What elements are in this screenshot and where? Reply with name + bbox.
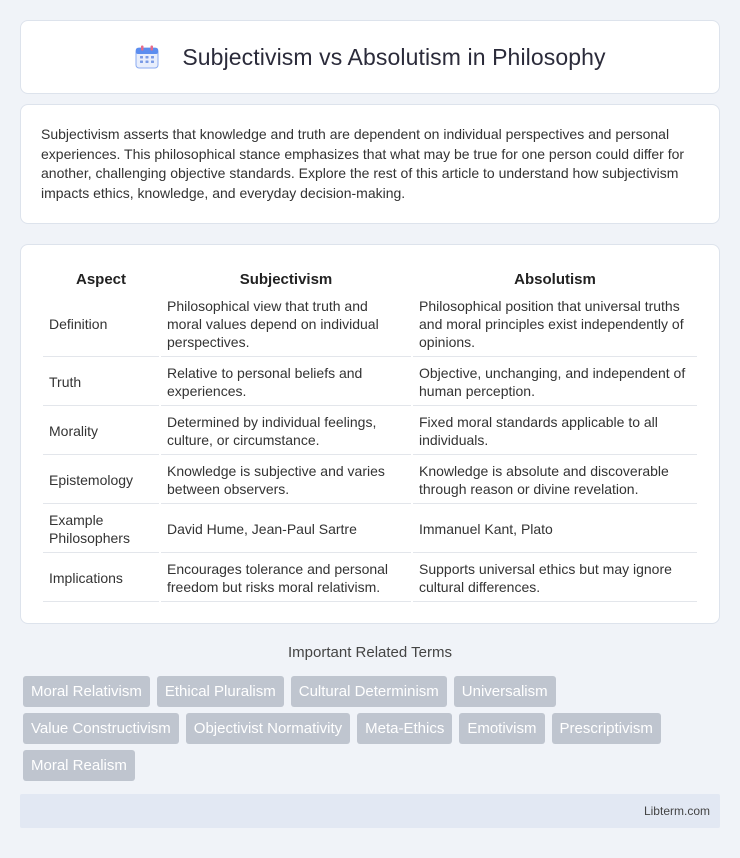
column-header-absolutism: Absolutism bbox=[514, 271, 596, 288]
page-title: Subjectivism vs Absolutism in Philosophy bbox=[182, 43, 606, 70]
table-row bbox=[43, 359, 697, 406]
aspect-cell: Morality bbox=[43, 408, 159, 455]
subjectivism-cell: David Hume, Jean-Paul Sartre bbox=[161, 506, 411, 553]
footer-site-link[interactable]: Libterm.com bbox=[643, 804, 710, 818]
tag-value-constructivism[interactable]: Value Constructivism bbox=[23, 713, 179, 744]
absolutism-cell: Fixed moral standards applicable to all individuals. bbox=[413, 408, 697, 455]
column-header-subjectivism: Subjectivism bbox=[239, 271, 333, 288]
subjectivism-cell: Philosophical view that truth and moral values depend on individual perspectives. bbox=[161, 292, 411, 357]
table-row bbox=[43, 555, 697, 602]
absolutism-cell: Supports universal ethics but may ignore cultural differences. bbox=[413, 555, 697, 602]
absolutism-cell: Knowledge is absolute and discoverable through reason or divine revelation. bbox=[413, 457, 697, 504]
calendar-icon bbox=[134, 44, 160, 70]
comparison-card bbox=[20, 244, 720, 624]
aspect-cell: Implications bbox=[43, 555, 159, 602]
aspect-cell: Definition bbox=[43, 292, 159, 357]
footer bbox=[20, 794, 720, 828]
intro-paragraph: Subjectivism asserts that knowledge and truth are dependent on individual perspectives and personal experiences. This philosophical stance emphasizes that what may be true for one person could differ for another, challenging objective standards. Explore the rest of this article to understand how subjectivism impacts ethics, knowledge, and everyday decision-making. bbox=[41, 126, 685, 201]
tag-ethical-pluralism[interactable]: Ethical Pluralism bbox=[157, 676, 284, 707]
tag-emotivism[interactable]: Emotivism bbox=[459, 713, 544, 744]
aspect-cell: Epistemology bbox=[43, 457, 159, 504]
table-row bbox=[43, 506, 697, 553]
subjectivism-cell: Encourages tolerance and personal freedom but risks moral relativism. bbox=[161, 555, 411, 602]
intro-card bbox=[20, 104, 720, 224]
subjectivism-cell: Relative to personal beliefs and experiences. bbox=[161, 359, 411, 406]
table-row bbox=[43, 408, 697, 455]
aspect-cell: Example Philosophers bbox=[43, 506, 159, 553]
tag-meta-ethics[interactable]: Meta-Ethics bbox=[357, 713, 452, 744]
subjectivism-cell: Knowledge is subjective and varies between observers. bbox=[161, 457, 411, 504]
table-row bbox=[43, 457, 697, 504]
absolutism-cell: Objective, unchanging, and independent of human perception. bbox=[413, 359, 697, 406]
tag-cultural-determinism[interactable]: Cultural Determinism bbox=[291, 676, 447, 707]
tag-objectivist-normativity[interactable]: Objectivist Normativity bbox=[186, 713, 350, 744]
tag-moral-relativism[interactable]: Moral Relativism bbox=[23, 676, 150, 707]
subjectivism-cell: Determined by individual feelings, culture, or circumstance. bbox=[161, 408, 411, 455]
aspect-cell: Truth bbox=[43, 359, 159, 406]
absolutism-cell: Immanuel Kant, Plato bbox=[413, 506, 697, 553]
tag-universalism[interactable]: Universalism bbox=[454, 676, 556, 707]
tag-prescriptivism[interactable]: Prescriptivism bbox=[552, 713, 661, 744]
table-header-row bbox=[43, 267, 697, 290]
related-terms-title: Important Related Terms bbox=[288, 644, 452, 661]
header bbox=[134, 44, 605, 71]
related-terms-list bbox=[23, 676, 723, 787]
absolutism-cell: Philosophical position that universal truths and moral principles exist independently of opinions. bbox=[413, 292, 697, 357]
header-card bbox=[20, 20, 720, 94]
column-header-aspect: Aspect bbox=[75, 271, 127, 288]
table-row bbox=[43, 292, 697, 357]
comparison-table bbox=[41, 265, 699, 604]
tag-moral-realism[interactable]: Moral Realism bbox=[23, 750, 135, 781]
